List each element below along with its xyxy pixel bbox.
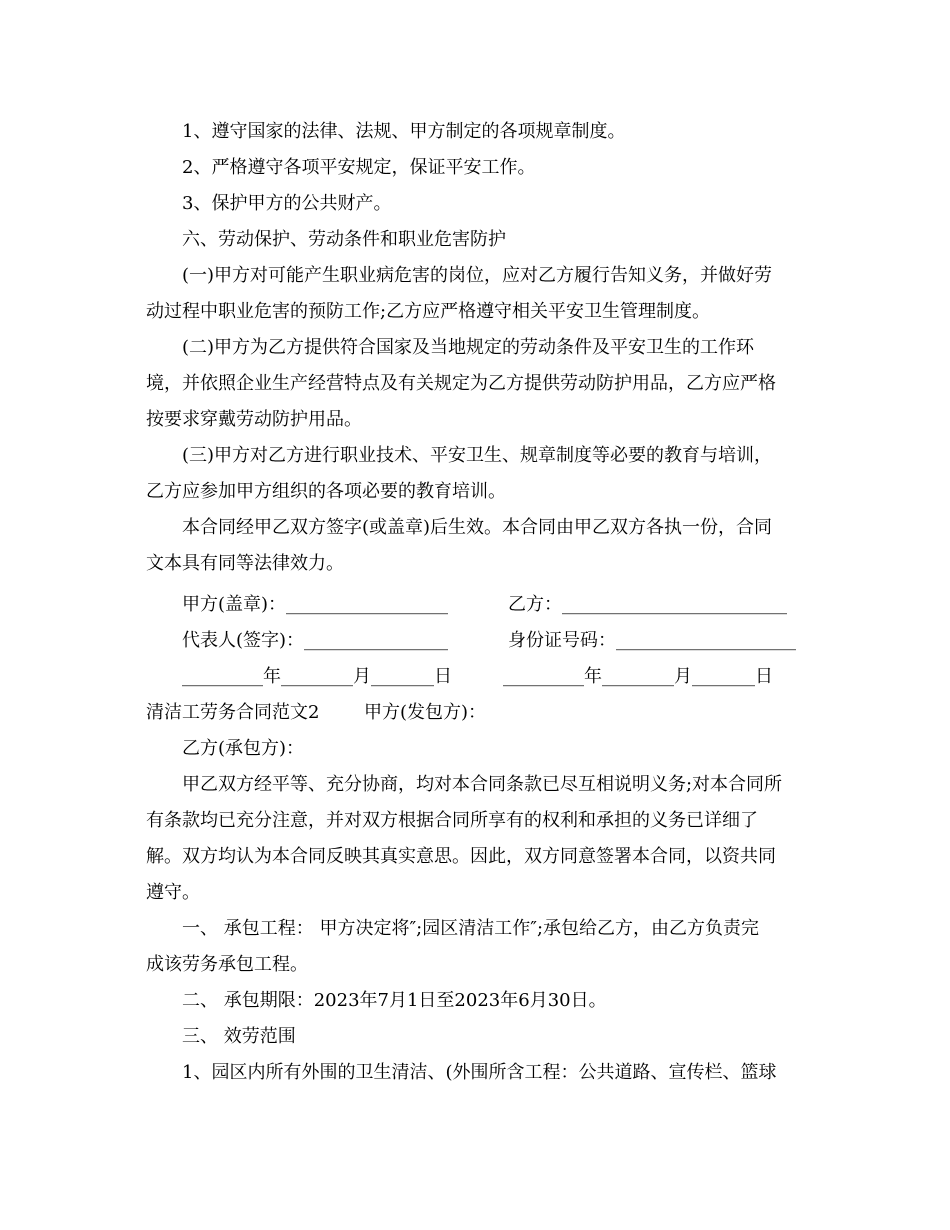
section-heading: 六、劳动保护、劳动条件和职业危害防护 xyxy=(182,229,506,250)
paragraph: 2、严格遵守各项平安规定，保证平安工作。 xyxy=(182,157,536,178)
paragraph-line: 成该劳务承包工程。 xyxy=(146,954,308,975)
date-left-field: _________年________月_______日 xyxy=(182,666,452,687)
paragraph: 1、遵守国家的法律、法规、甲方制定的各项规章制度。 xyxy=(182,121,626,142)
paragraph-line: 解。双方均认为本合同反映其真实意思。因此，双方同意签署本合同，以资共同 xyxy=(146,846,776,867)
paragraph: 二、 承包期限：2023年7月1日至2023年6月30日。 xyxy=(182,990,607,1011)
paragraph-line: 乙方应参加甲方组织的各项必要的教育培训。 xyxy=(146,481,506,502)
paragraph-line: 动过程中职业危害的预防工作;乙方应严格遵守相关平安卫生管理制度。 xyxy=(146,301,711,322)
paragraph-line: 按要求穿戴劳动防护用品。 xyxy=(146,409,362,430)
paragraph-line: 有条款均已充分注意，并对双方根据合同所享有的权利和承担的义务已详细了 xyxy=(146,810,758,831)
party-b-label: 乙方(承包方)： xyxy=(182,738,305,759)
party-b-field: 乙方：_________________________ xyxy=(508,594,787,615)
paragraph-line: (二)甲方为乙方提供符合国家及当地规定的劳动条件及平安卫生的工作环 xyxy=(182,337,755,358)
party-a-seal-field: 甲方(盖章)：__________________ xyxy=(182,594,449,615)
paragraph-line: (一)甲方对可能产生职业病危害的岗位，应对乙方履行告知义务，并做好劳 xyxy=(182,265,773,286)
paragraph-line: (三)甲方对乙方进行职业技术、平安卫生、规章制度等必要的教育与培训， xyxy=(182,445,773,466)
representative-signature-field: 代表人(签字)：________________ xyxy=(182,630,449,651)
paragraph-line: 遵守。 xyxy=(146,882,200,903)
paragraph: 3、保护甲方的公共财产。 xyxy=(182,193,392,214)
section-title: 清洁工劳务合同范文2 xyxy=(146,702,320,723)
paragraph-line: 境，并依照企业生产经营特点及有关规定为乙方提供劳动防护用品，乙方应严格 xyxy=(146,373,776,394)
paragraph-line: 本合同经甲乙双方签字(或盖章)后生效。本合同由甲乙双方各执一份，合同 xyxy=(182,517,773,538)
paragraph-line: 甲乙双方经平等、充分协商，均对本合同条款已尽互相说明义务;对本合同所 xyxy=(182,774,783,795)
paragraph-line: 一、 承包工程： 甲方决定将″;园区清洁工作″;承包给乙方，由乙方负责完 xyxy=(182,918,760,939)
party-a-label: 甲方(发包方)： xyxy=(364,702,487,723)
paragraph-line: 1、园区内所有外围的卫生清洁、(外围所含工程：公共道路、宣传栏、篮球 xyxy=(182,1062,777,1083)
id-number-field: 身份证号码：____________________ xyxy=(508,630,796,651)
date-right-field: _________年________月_______日 xyxy=(503,666,773,687)
section-heading: 三、 效劳范围 xyxy=(182,1026,296,1047)
paragraph-line: 文本具有同等法律效力。 xyxy=(146,553,344,574)
